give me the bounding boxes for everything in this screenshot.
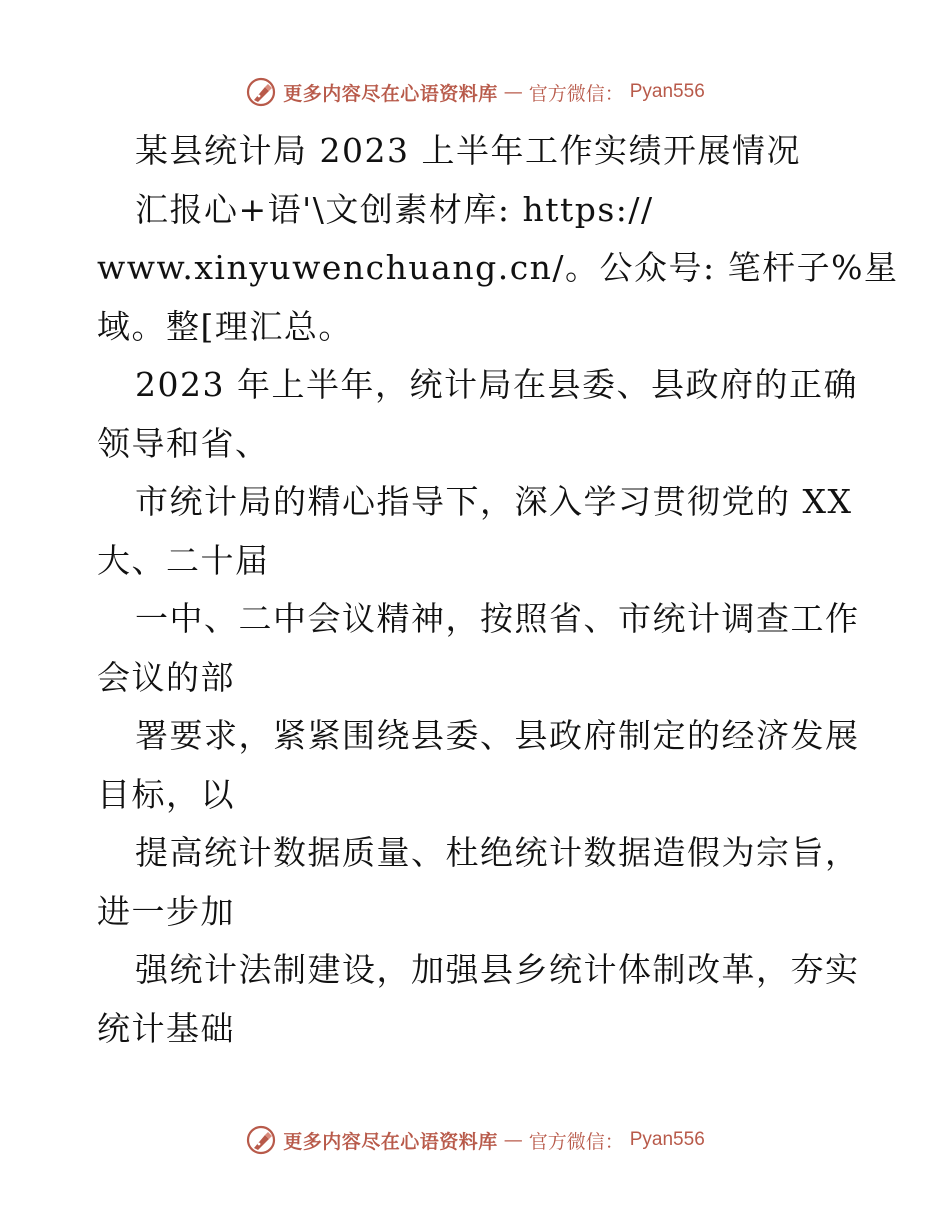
document-text-line: 一中、二中会议精神，按照省、市统计调查工作 bbox=[135, 599, 860, 638]
document-text-line: 署要求，紧紧围绕县委、县政府制定的经济发展 bbox=[135, 716, 860, 755]
watermark-contact-label: 官方微信： bbox=[528, 82, 624, 105]
document-text-line: 域。整[理汇总。 bbox=[97, 306, 353, 346]
document-text-line: 会议的部 bbox=[97, 657, 235, 697]
header-watermark bbox=[0, 72, 950, 112]
watermark-contact-id: Pyan556 bbox=[629, 81, 705, 102]
document-text-line: www.xinyuwenchuang.cn/。公众号: 笔杆子%星 bbox=[97, 248, 899, 287]
watermark-contact-id: Pyan556 bbox=[629, 1129, 705, 1150]
pen-nib-logo-icon bbox=[245, 76, 277, 108]
document-text-line: 市统计局的精心指导下，深入学习贯彻党的 XX bbox=[135, 482, 853, 521]
document-text-line: 领导和省、 bbox=[97, 423, 270, 463]
document-text-line: 目标，以 bbox=[97, 774, 235, 814]
document-text-line: 进一步加 bbox=[97, 891, 235, 931]
document-text-line: 统计基础 bbox=[97, 1008, 235, 1048]
watermark-title: 更多内容尽在心语资料库 bbox=[283, 1130, 498, 1153]
document-text-line: 提高统计数据质量、杜绝统计数据造假为宗旨， bbox=[135, 833, 860, 872]
watermark-separator: — bbox=[503, 1129, 523, 1151]
document-body bbox=[97, 122, 899, 1058]
watermark-title: 更多内容尽在心语资料库 bbox=[283, 82, 498, 105]
document-title-line-1: 某县统计局 2023 上半年工作实绩开展情况 bbox=[135, 131, 801, 170]
watermark-separator: — bbox=[503, 81, 523, 103]
document-title-line-2: 汇报心+语'\文创素材库: https:// bbox=[135, 189, 654, 229]
footer-watermark bbox=[0, 1120, 950, 1160]
document-text-line: 大、二十届 bbox=[97, 540, 270, 580]
pen-nib-logo-icon bbox=[245, 1124, 277, 1156]
document-text-line: 强统计法制建设，加强县乡统计体制改革，夯实 bbox=[135, 950, 860, 989]
document-text-line: 2023 年上半年，统计局在县委、县政府的正确 bbox=[135, 365, 858, 404]
watermark-contact-label: 官方微信： bbox=[528, 1130, 624, 1153]
